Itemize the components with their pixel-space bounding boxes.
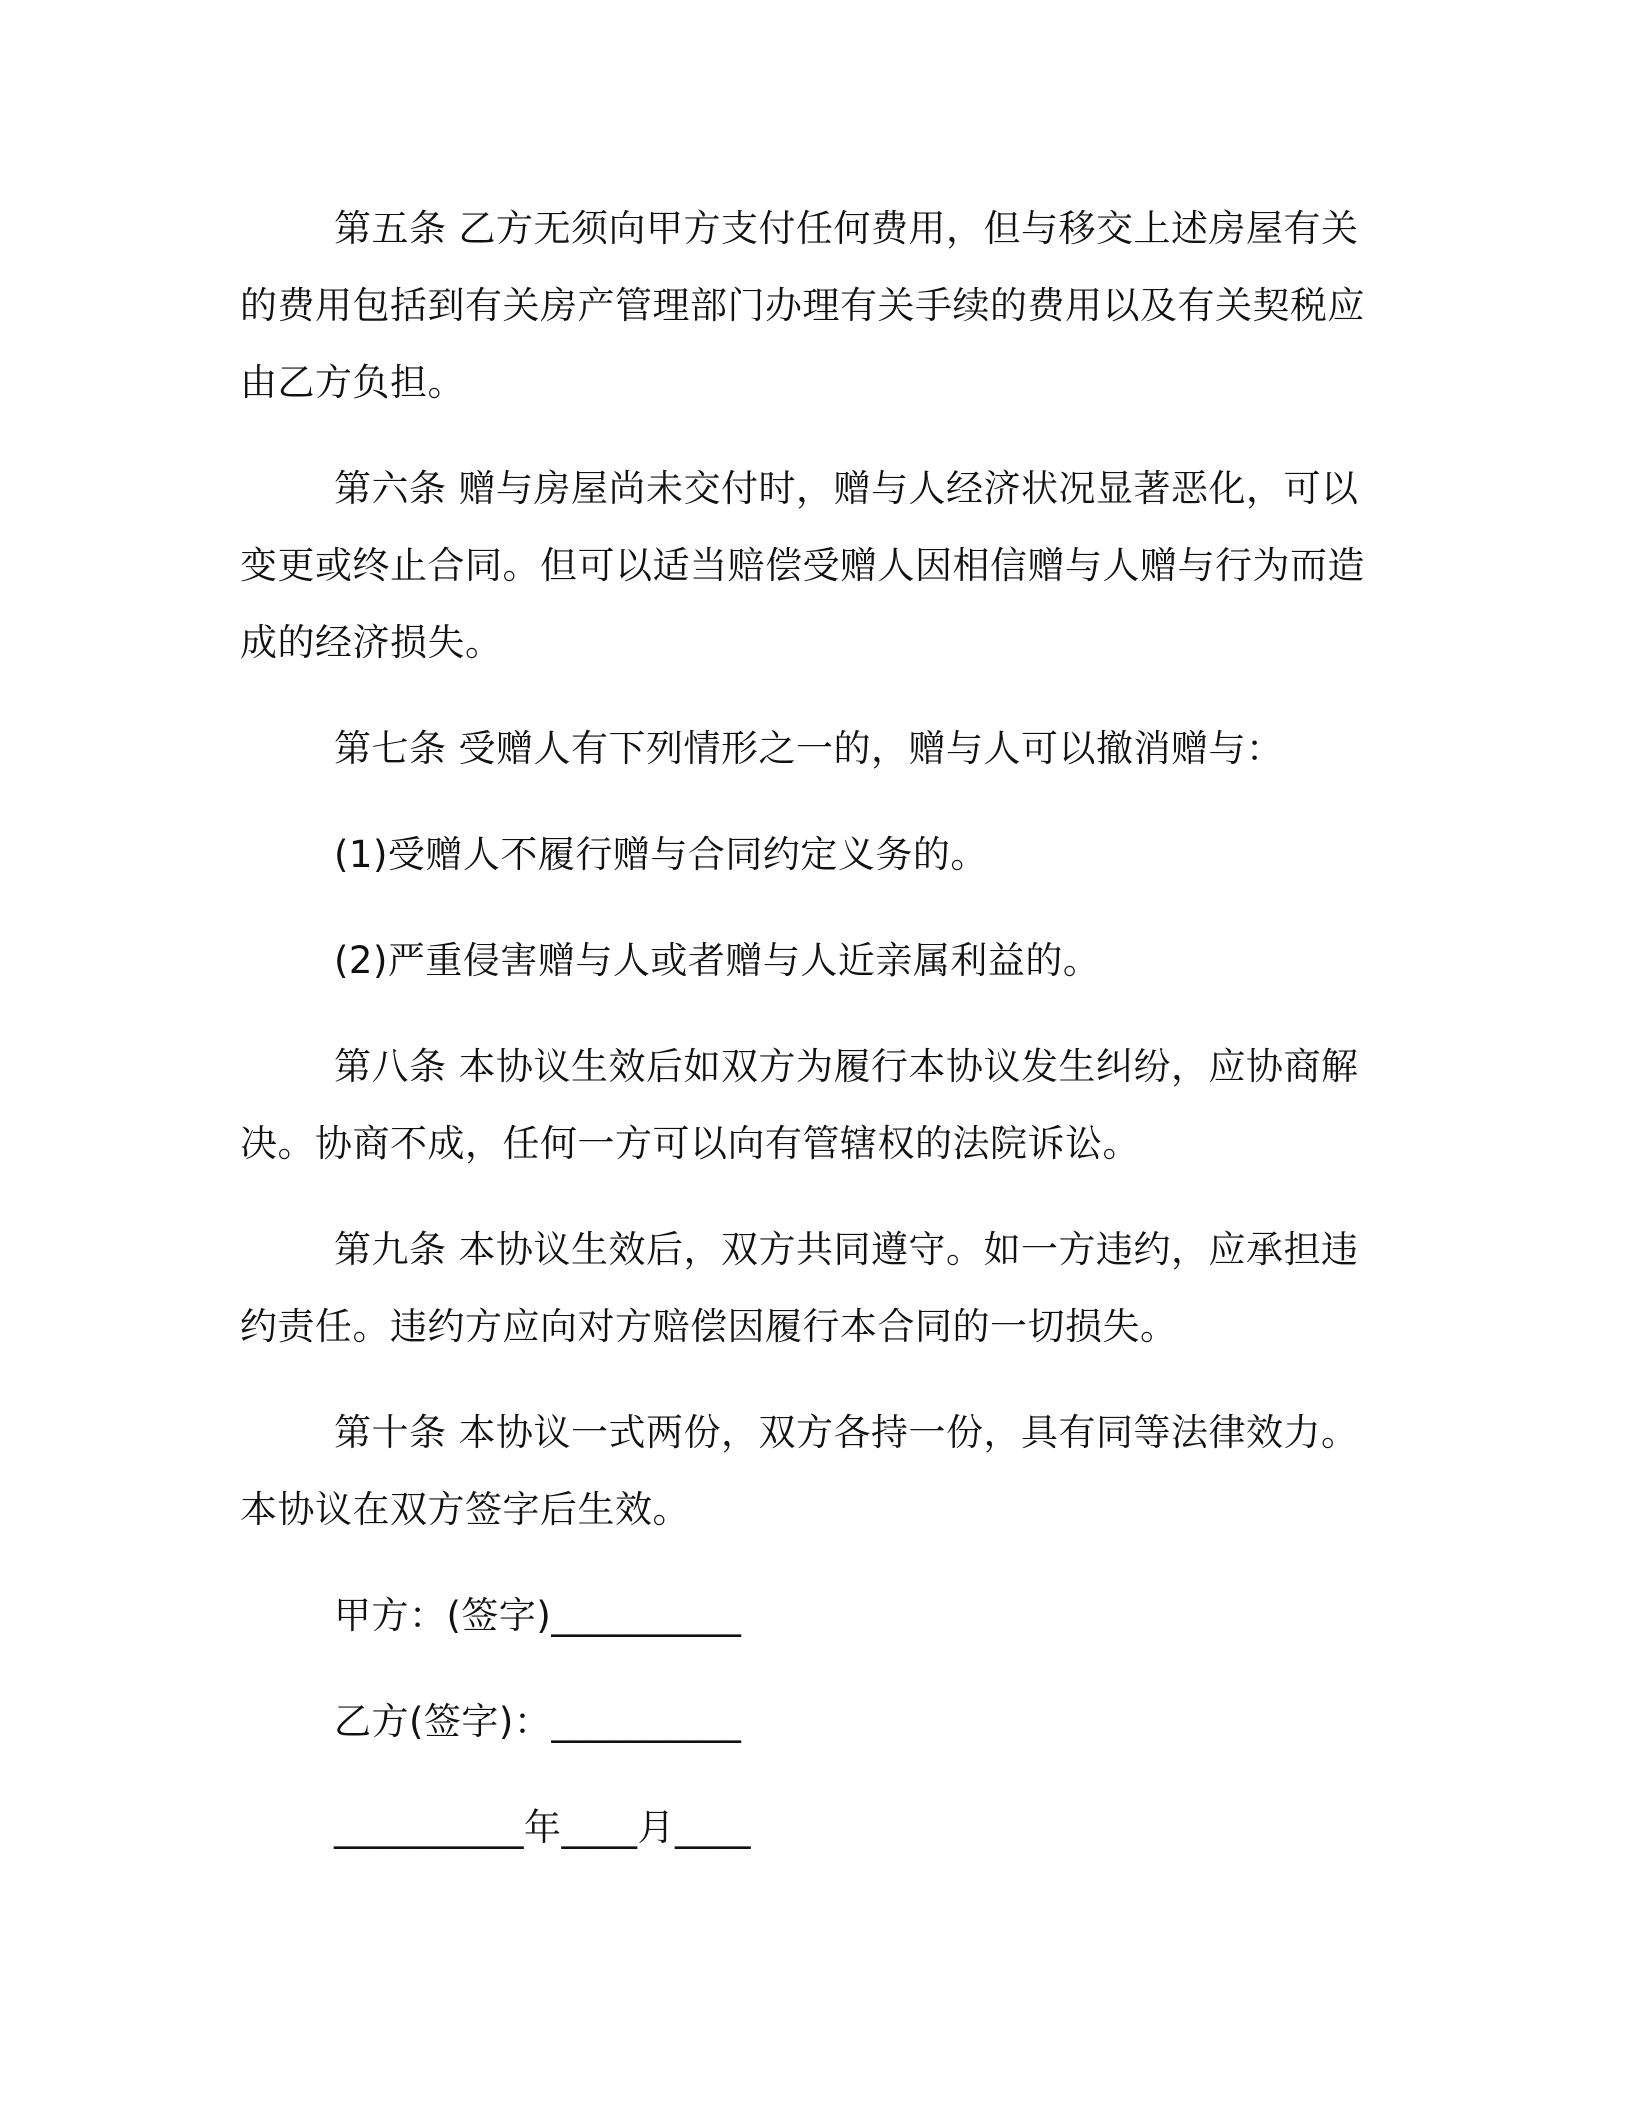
clause-7-label: 第七条 xyxy=(334,727,447,770)
clause-10-text: 本协议一式两份，双方各持一份，具有同等法律效力。本协议在双方签字后生效。 xyxy=(240,1411,1359,1531)
clause-9 xyxy=(240,1211,1380,1365)
party-b-signature-line: 乙方(签字)：__________ xyxy=(334,1700,742,1743)
clause-9-text: 本协议生效后，双方共同遵守。如一方违约，应承担违约责任。违约方应向对方赔偿因履行本合同的一切损失。 xyxy=(240,1228,1359,1348)
clause-10 xyxy=(240,1394,1380,1548)
clause-6-text: 赠与房屋尚未交付时，赠与人经济状况显著恶化，可以变更或终止合同。但可以适当赔偿受赠人因相信赠与人赠与行为而造成的经济损失。 xyxy=(240,467,1365,664)
clause-7 xyxy=(240,710,1380,787)
clause-8-text: 本协议生效后如双方为履行本协议发生纠纷，应协商解决。协商不成，任何一方可以向有管辖权的法院诉讼。 xyxy=(240,1045,1359,1165)
clause-9-label: 第九条 xyxy=(334,1228,447,1271)
party-a-signature-line: 甲方：(签字)__________ xyxy=(334,1594,742,1637)
clause-7-text: 受赠人有下列情形之一的，赠与人可以撤消赠与： xyxy=(458,727,1284,770)
clause-7-item-1: (1)受赠人不履行赠与合同约定义务的。 xyxy=(334,833,988,876)
clause-8 xyxy=(240,1028,1380,1182)
clause-5-text: 乙方无须向甲方支付任何费用，但与移交上述房屋有关的费用包括到有关房产管理部门办理有关手续的费用以及有关契税应由乙方负担。 xyxy=(240,207,1365,404)
clause-8-label: 第八条 xyxy=(334,1045,447,1088)
clause-6 xyxy=(240,450,1380,681)
clause-6-label: 第六条 xyxy=(334,467,447,510)
clause-5 xyxy=(240,190,1380,421)
clause-10-label: 第十条 xyxy=(334,1411,447,1454)
clause-7-item-2: (2)严重侵害赠与人或者赠与人近亲属利益的。 xyxy=(334,939,1101,982)
clause-5-label: 第五条 xyxy=(334,207,447,250)
document-body xyxy=(240,190,1380,1895)
date-line: __________年____月____ xyxy=(334,1806,751,1849)
